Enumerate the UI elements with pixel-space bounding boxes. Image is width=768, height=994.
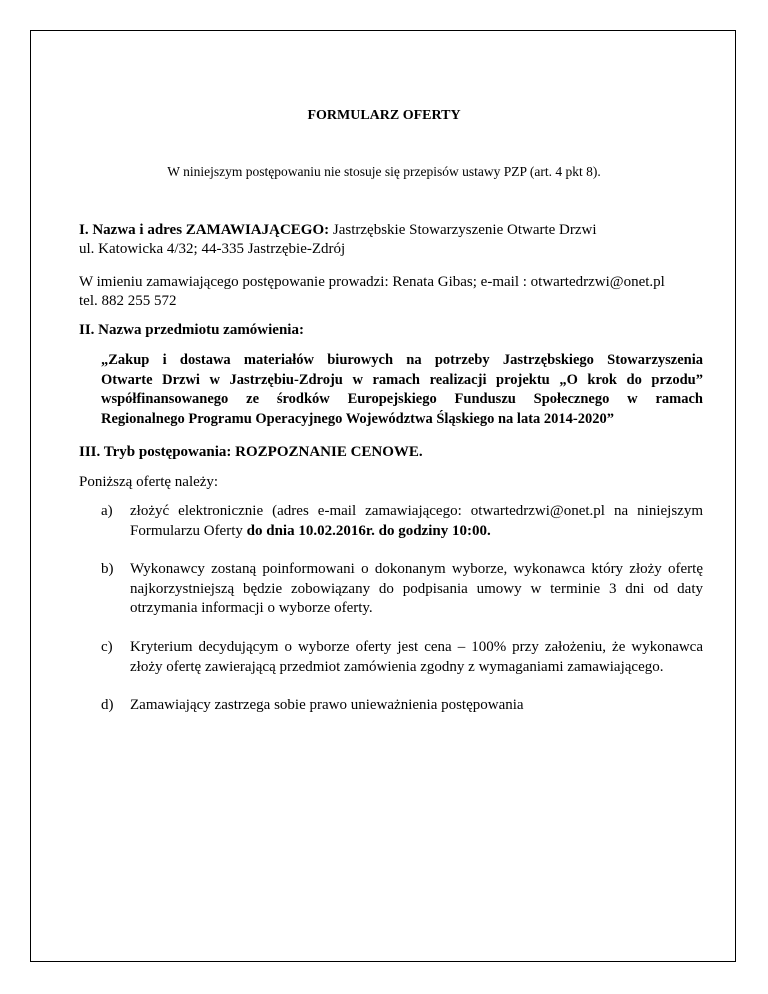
quote-line: współfinansowanego ze środków Europejskiego Funduszu Społecznego w ramach: [101, 391, 703, 407]
list-label: d): [101, 697, 114, 713]
quote-line: Otwarte Drzwi w Jastrzębiu-Zdroju w ramach realizacji projektu „O krok do przodu”: [101, 371, 703, 388]
list-line: złożyć elektronicznie (adres e-mail zamawiającego: otwartedrzwi@onet.pl na niniejszym: [130, 503, 703, 519]
list-line: Wykonawcy zostaną poinformowani o dokonanym wyborze, wykonawca który złoży ofertę: [130, 561, 703, 577]
section-2-heading: II. Nazwa przedmiotu zamówienia:: [79, 322, 304, 338]
list-line: Zamawiający zastrzega sobie prawo unieważnienia postępowania: [130, 697, 524, 713]
list-label: c): [101, 639, 113, 655]
list-line: Kryterium decydującym o wyborze oferty jest cena – 100% przy założeniu, że wykonawca: [130, 639, 703, 655]
list-line: [130, 522, 703, 542]
instructions-intro: Poniższą ofertę należy:: [79, 474, 219, 490]
list-item-d: [101, 696, 703, 716]
list-line: złoży ofertę zawierającą przedmiot zamówienia zgodny z wymaganiami zamawiającego.: [130, 658, 664, 675]
contact-line-2: tel. 882 255 572: [79, 293, 177, 309]
list-line-prefix: Formularzu Oferty: [130, 522, 247, 539]
pzp-note: W niniejszym postępowaniu nie stosuje się przepisów ustawy PZP (art. 4 pkt 8).: [167, 164, 601, 179]
document-title: FORMULARZ OFERTY: [307, 108, 461, 123]
list-item-a: [101, 502, 703, 541]
section-1-line: [79, 221, 704, 240]
section-3-heading: III. Tryb postępowania: ROZPOZNANIE CENOWE.: [79, 444, 423, 460]
order-subject-quote: [101, 351, 703, 429]
section-1: [79, 221, 704, 259]
list-item-c: [101, 638, 703, 677]
list-label: a): [101, 503, 113, 519]
section-1-heading: I. Nazwa i adres ZAMAWIAJĄCEGO:: [79, 222, 330, 238]
contact-block: [79, 273, 704, 311]
orderer-name: Jastrzębskie Stowarzyszenie Otwarte Drzwi: [332, 222, 597, 238]
list-item-b: [101, 560, 703, 619]
list-line: najkorzystniejszą będzie zobowiązany do podpisania umowy w terminie 3 dni od daty: [130, 580, 703, 597]
orderer-address: ul. Katowicka 4/32; 44-335 Jastrzębie-Zdrój: [79, 241, 346, 257]
quote-line: „Zakup i dostawa materiałów biurowych na potrzeby Jastrzębskiego Stowarzyszenia: [101, 352, 703, 368]
list-label: b): [101, 561, 114, 577]
contact-line-1: W imieniu zamawiającego postępowanie prowadzi: Renata Gibas; e-mail : otwartedrzwi@onet.pl: [79, 274, 665, 290]
deadline: do dnia 10.02.2016r. do godziny 10:00.: [246, 522, 491, 539]
quote-line: Regionalnego Programu Operacyjnego Województwa Śląskiego na lata 2014-2020”: [101, 410, 614, 427]
list-line: otrzymania informacji o wyborze oferty.: [130, 600, 373, 616]
